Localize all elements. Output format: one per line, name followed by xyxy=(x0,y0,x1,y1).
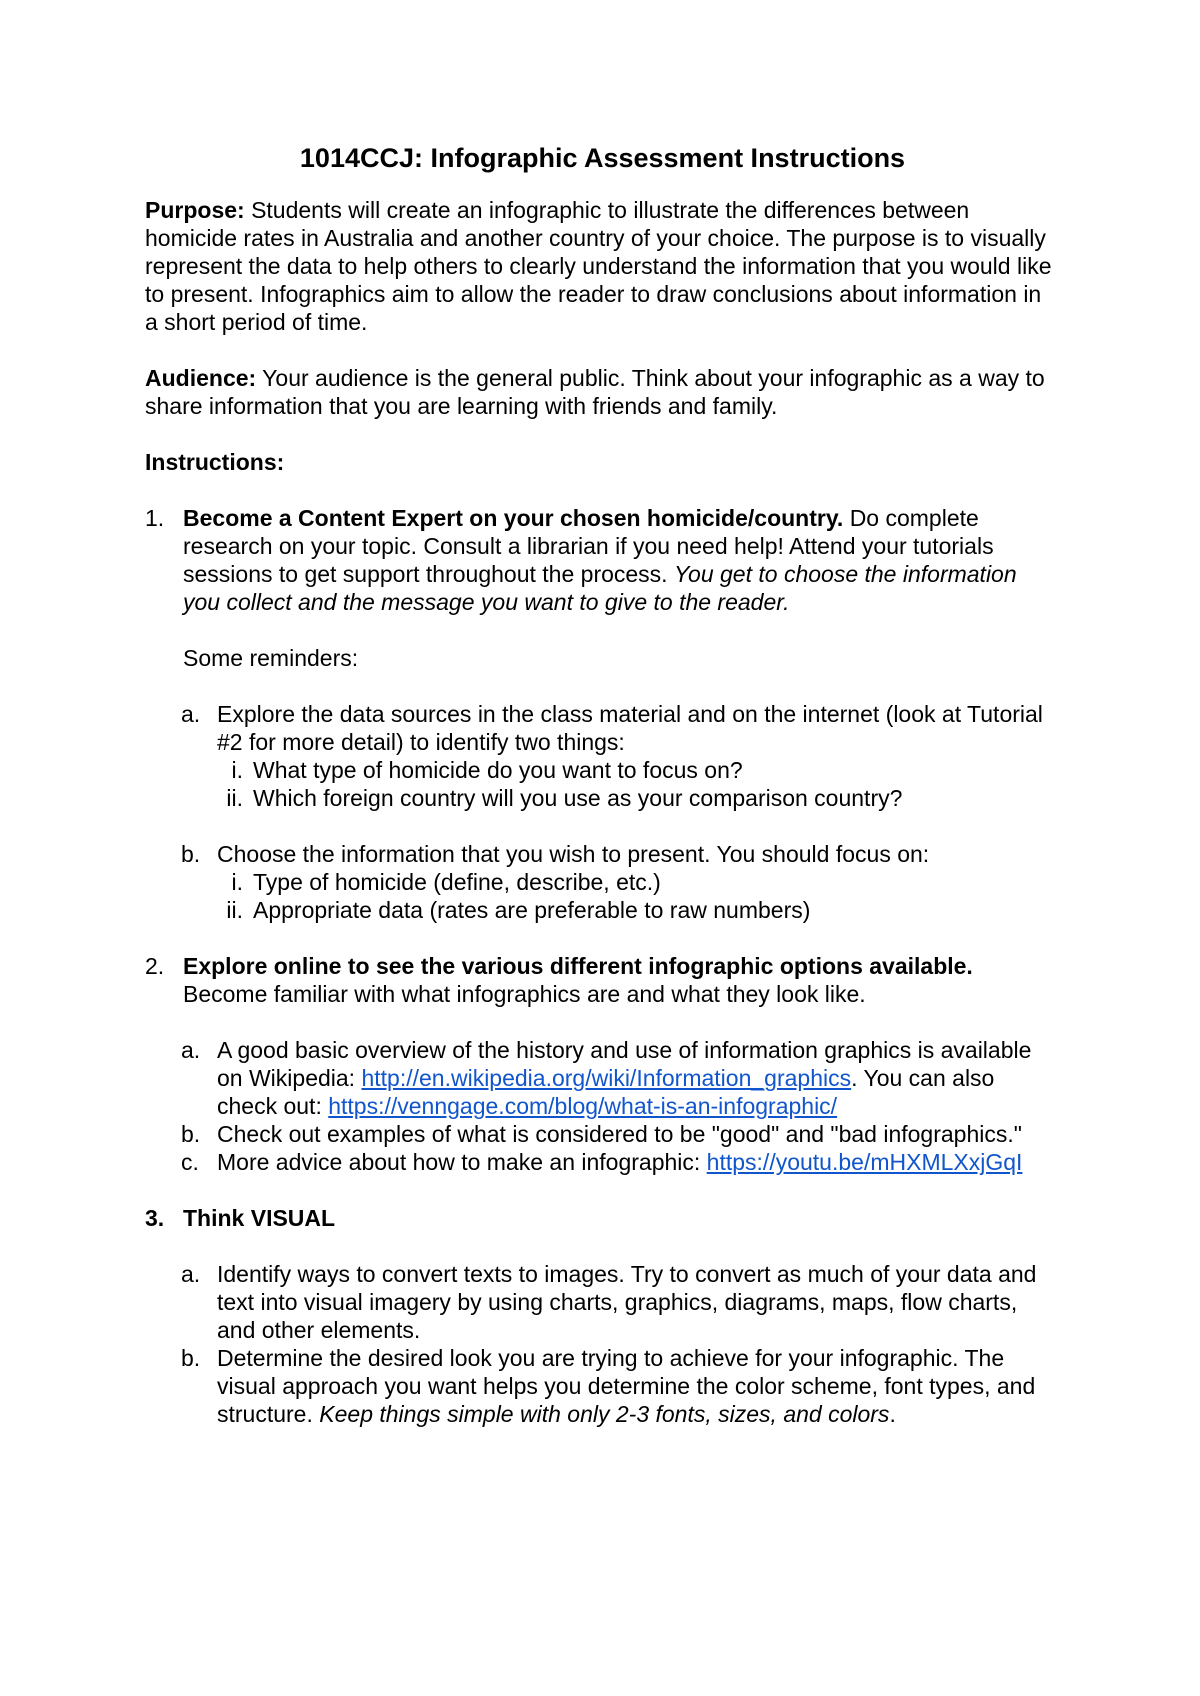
venngage-link[interactable]: https://venngage.com/blog/what-is-an-infographic/ xyxy=(328,1093,838,1119)
instruction-item-1 xyxy=(145,504,1060,924)
spacer xyxy=(145,924,1060,952)
item-1a-roman-list xyxy=(217,756,1060,812)
item-3b-text xyxy=(217,1344,1060,1428)
item-1b-ii xyxy=(217,896,1060,924)
roman-marker: i. xyxy=(231,869,243,895)
item-1b-i xyxy=(217,868,1060,896)
sub-marker: b. xyxy=(181,841,201,867)
roman-marker: ii. xyxy=(226,785,243,811)
item-3b xyxy=(145,1344,1060,1428)
item-2-text: Become familiar with what infographics are and what they look like. xyxy=(183,981,866,1007)
spacer xyxy=(145,812,1060,840)
item-1b-i-text: Type of homicide (define, describe, etc.) xyxy=(253,869,661,895)
item-1-sublist xyxy=(145,700,1060,924)
item-2b xyxy=(145,1120,1060,1148)
purpose-text: Students will create an infographic to illustrate the differences between homicide rates in Australia and another country of your choice. The purpose is to visually represent the data to help others to clearly understand the information that you would like to present. Infographics aim to allow the reader to draw conclusions about information in a short period of time. xyxy=(145,197,1052,335)
roman-marker: ii. xyxy=(226,897,243,923)
sub-marker: c. xyxy=(181,1149,199,1175)
item-2a xyxy=(145,1036,1060,1120)
item-2c xyxy=(145,1148,1060,1176)
youtube-link[interactable]: https://youtu.be/mHXMLXxjGqI xyxy=(706,1149,1023,1175)
instruction-item-2 xyxy=(145,952,1060,1176)
item-1b-ii-text: Appropriate data (rates are preferable to raw numbers) xyxy=(253,897,811,923)
item-2c-body: More advice about how to make an infographic: xyxy=(217,1149,701,1175)
purpose-paragraph xyxy=(145,196,1060,336)
wikipedia-link[interactable]: http://en.wikipedia.org/wiki/Information_graphics xyxy=(361,1065,852,1091)
page-title: 1014CCJ: Infographic Assessment Instructions xyxy=(299,143,906,173)
item-2c-text xyxy=(217,1148,1060,1176)
reminders-label: Some reminders: xyxy=(183,645,359,671)
item-1-intro xyxy=(183,504,1060,616)
item-2a-body-2: You can also check out: xyxy=(217,1065,995,1119)
item-1a xyxy=(145,700,1060,812)
item-2-heading: Explore online to see the various different infographic options available. xyxy=(183,953,973,979)
instruction-item-3 xyxy=(145,1204,1060,1428)
item-2b-text: Check out examples of what is considered to be "good" and "bad infographics." xyxy=(217,1121,1022,1147)
item-2a-body: A good basic overview of the history and use of information graphics is available on Wikipedia: xyxy=(217,1037,1032,1091)
item-2-sublist xyxy=(145,1036,1060,1176)
sub-marker: b. xyxy=(181,1121,201,1147)
instructions-list xyxy=(145,504,1060,1428)
item-number: 1. xyxy=(145,505,165,531)
spacer xyxy=(183,1232,1060,1260)
item-3-sublist xyxy=(145,1260,1060,1428)
item-3a xyxy=(145,1260,1060,1344)
item-1a-i-text: What type of homicide do you want to focus on? xyxy=(253,757,743,783)
item-1b-text: Choose the information that you wish to present. You should focus on: xyxy=(217,841,930,867)
item-number: 2. xyxy=(145,953,165,979)
item-3a-text: Identify ways to convert texts to images. Try to convert as much of your data and text into visual imagery by using charts, graphics, diagrams, maps, flow charts, and other elements. xyxy=(217,1261,1037,1343)
item-3b-body: Determine the desired look you are trying to achieve for your infographic. The visual approach you want helps you determine the color scheme, font types, and structure. xyxy=(217,1345,1036,1427)
link-period: . xyxy=(851,1065,858,1091)
item-3-heading-prefix: Think xyxy=(183,1205,245,1231)
spacer xyxy=(145,1176,1060,1204)
item-2a-text xyxy=(217,1036,1060,1120)
purpose-label: Purpose: xyxy=(145,197,245,223)
instructions-label: Instructions: xyxy=(145,449,285,475)
spacer xyxy=(183,1008,1060,1036)
item-3-heading xyxy=(183,1204,1060,1232)
sub-marker: a. xyxy=(181,701,201,727)
item-1a-text: Explore the data sources in the class material and on the internet (look at Tutorial #2 for more detail) to identify two things: xyxy=(217,701,1043,755)
sub-marker: b. xyxy=(181,1345,201,1371)
item-1a-i xyxy=(217,756,1060,784)
item-2-intro xyxy=(183,952,1060,1008)
item-1b xyxy=(145,840,1060,924)
item-3b-italic: Keep things simple with only 2-3 fonts, sizes, and colors xyxy=(319,1401,890,1427)
item-1b-roman-list xyxy=(217,868,1060,924)
audience-label: Audience: xyxy=(145,365,257,391)
item-1-italic-text: You get to choose the information you collect and the message you want to give to the reader. xyxy=(183,561,1017,615)
roman-marker: i. xyxy=(231,757,243,783)
item-1-heading: Become a Content Expert on your chosen homicide/country. xyxy=(183,505,844,531)
audience-text: Your audience is the general public. Think about your infographic as a way to share information that you are learning with friends and family. xyxy=(145,365,1045,419)
item-3-heading-emphasis: VISUAL xyxy=(250,1205,336,1231)
item-number: 3. xyxy=(145,1205,165,1231)
sub-marker: a. xyxy=(181,1037,201,1063)
item-3b-period: . xyxy=(889,1401,896,1427)
sub-marker: a. xyxy=(181,1261,201,1287)
audience-paragraph xyxy=(145,364,1060,420)
item-1a-ii-text: Which foreign country will you use as your comparison country? xyxy=(253,785,903,811)
item-1a-ii xyxy=(217,784,1060,812)
item-1-text: Do complete research on your topic. Consult a librarian if you need help! Attend your tutorials sessions to get support throughout the process. xyxy=(183,505,994,587)
